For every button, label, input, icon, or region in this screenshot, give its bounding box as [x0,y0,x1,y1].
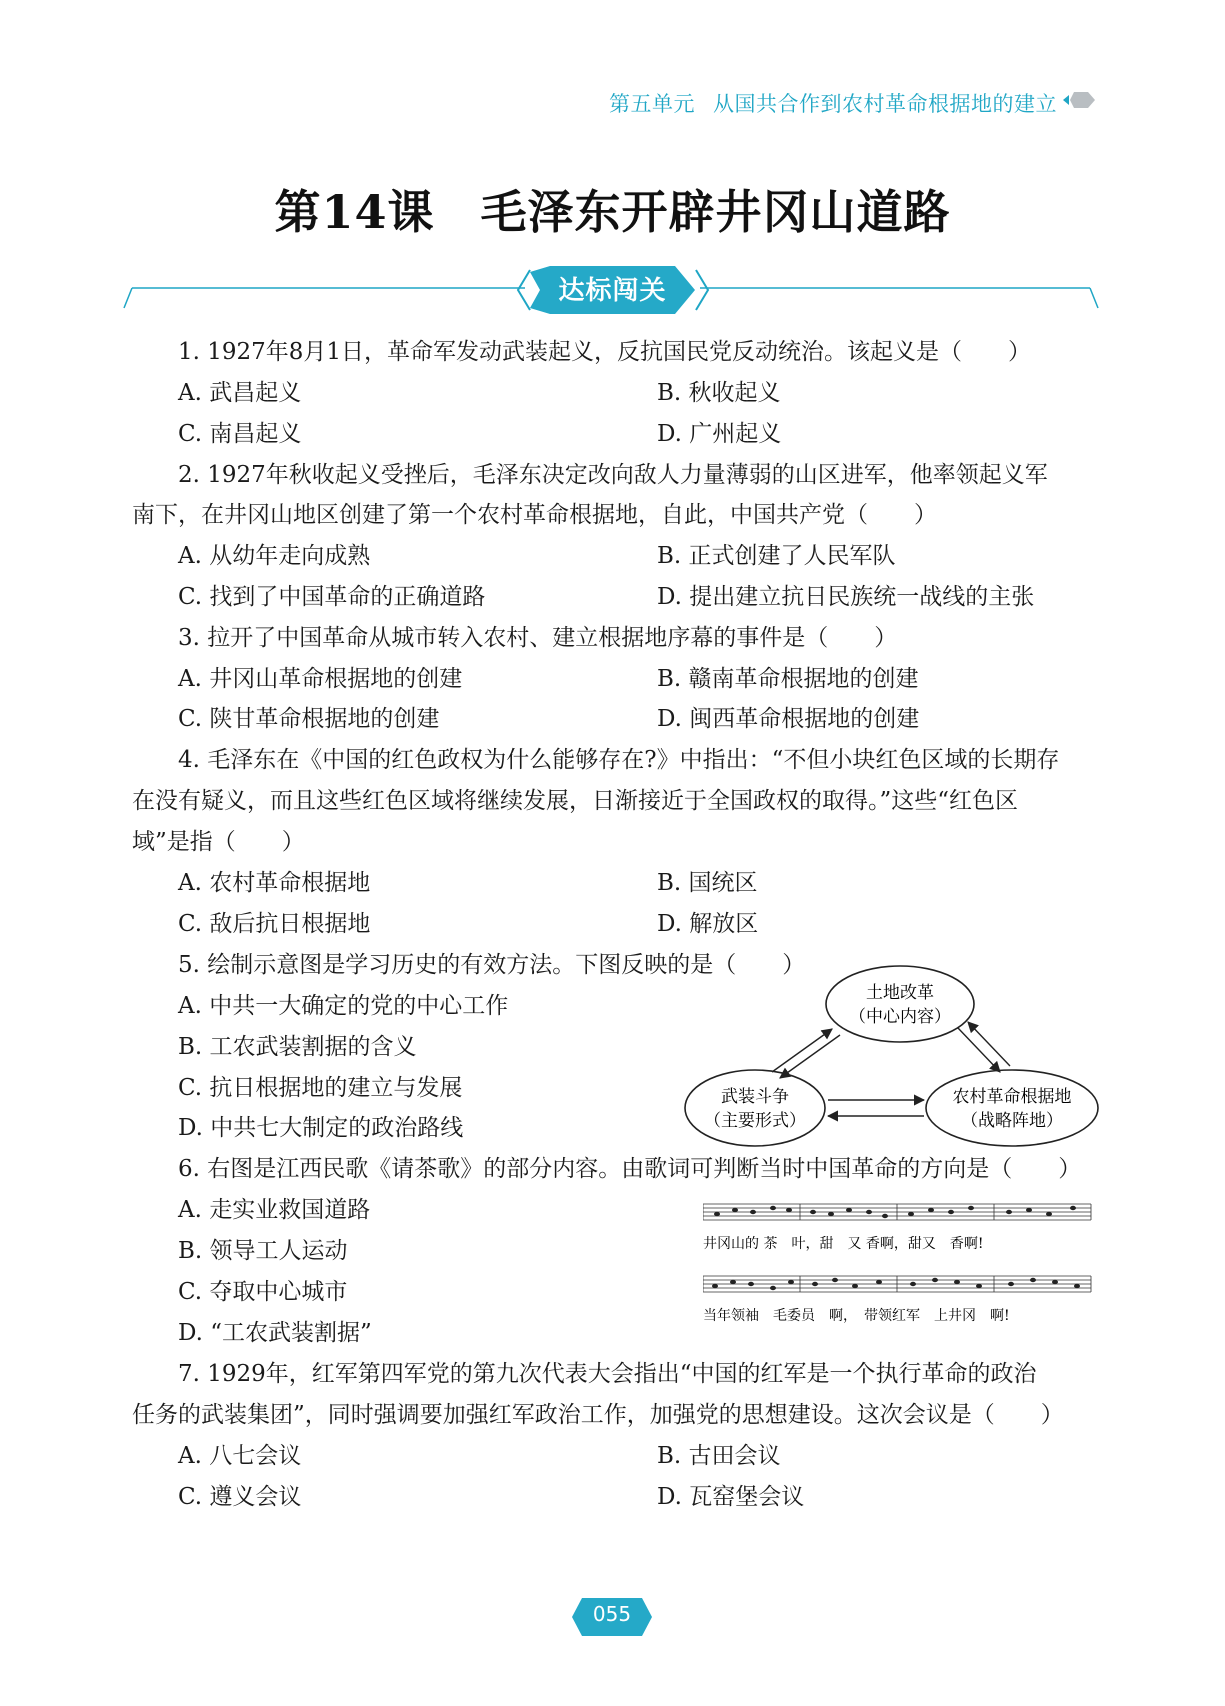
unit-label: 第五单元 [609,92,695,116]
q4-option-a: A. 农村革命根据地 [178,870,371,896]
q7-stem-line-2: 任务的武装集团”，同时强调要加强红军政治工作，加强党的思想建设。这次会议是（ ） [132,1402,1064,1428]
q7-option-d: D. 瓦窑堡会议 [657,1484,805,1510]
diagram-left-sublabel: （主要形式） [704,1111,806,1131]
q6-option-c: C. 夺取中心城市 [178,1279,348,1305]
q6-option-a: A. 走实业救国道路 [178,1197,371,1223]
q4-stem-line-3: 域”是指（ ） [132,829,305,855]
lesson-title [0,176,1225,242]
page-number: 055 [592,1602,632,1626]
q3-option-d: D. 闽西革命根据地的创建 [657,706,920,732]
q4-option-d: D. 解放区 [657,911,759,937]
q5-option-b: B. 工农武装割据的含义 [178,1034,417,1060]
q7-option-c: C. 遵义会议 [178,1484,302,1510]
diagram-top-label: 土地改革 [866,983,934,1003]
q3-stem: 3. 拉开了中国革命从城市转入农村、建立根据地序幕的事件是（ ） [178,625,898,651]
q7-option-a: A. 八七会议 [178,1443,302,1469]
q6-stem: 6. 右图是江西民歌《请茶歌》的部分内容。由歌词可判断当时中国革命的方向是（ ） [178,1156,1082,1182]
unit-header [609,88,1057,118]
q4-option-b: B. 国统区 [657,870,758,896]
q5-diagram [680,960,1100,1150]
q1-option-c: C. 南昌起义 [178,421,302,447]
q1-option-b: B. 秋收起义 [657,380,781,406]
q4-stem-line-1: 4. 毛泽东在《中国的红色政权为什么能够存在?》中指出：“不但小块红色区域的长期存 [178,747,1060,773]
q5-stem: 5. 绘制示意图是学习历史的有效方法。下图反映的是（ ） [178,952,806,978]
q4-stem-line-2: 在没有疑义，而且这些红色区域将继续发展，日渐接近于全国政权的取得。”这些“红色区 [132,788,1019,814]
diagram-left-label: 武装斗争 [721,1087,789,1107]
q6-option-b: B. 领导工人运动 [178,1238,348,1264]
q2-stem-line-1: 2. 1927年秋收起义受挫后，毛泽东决定改向敌人力量薄弱的山区进军，他率领起义军 [178,462,1048,488]
song-lyrics-line-2: 当年领袖 毛委员 啊， 带领红军 上井冈 啊! [703,1308,1010,1324]
q2-option-c: C. 找到了中国革命的正确道路 [178,584,486,610]
q2-stem-line-2: 南下，在井冈山地区创建了第一个农村革命根据地，自此，中国共产党（ ） [132,502,937,528]
q1-option-d: D. 广州起义 [657,421,782,447]
lesson-name: 毛泽东开辟井冈山道路 [480,185,951,239]
q2-option-d: D. 提出建立抗日民族统一战线的主张 [657,584,1035,610]
q1-stem: 1. 1927年8月1日，革命军发动武装起义，反抗国民党反动统治。该起义是（ ） [178,339,1032,365]
q6-song-score [703,1196,1093,1328]
q5-option-d: D. 中共七大制定的政治路线 [178,1115,464,1141]
q1-option-a: A. 武昌起义 [178,380,302,406]
diagram-top-sublabel: （中心内容） [849,1007,951,1027]
lesson-number: 第14课 [274,185,435,239]
q6-option-d: D. “工农武装割据” [178,1320,372,1346]
q2-option-a: A. 从幼年走向成熟 [178,543,371,569]
q2-option-b: B. 正式创建了人民军队 [657,543,896,569]
header-decoration-icon [1061,87,1097,113]
diagram-right-sublabel: （战略阵地） [961,1111,1063,1131]
q3-option-a: A. 井冈山革命根据地的创建 [178,666,463,692]
q5-option-c: C. 抗日根据地的建立与发展 [178,1075,463,1101]
q7-stem-line-1: 7. 1929年，红军第四军党的第九次代表大会指出“中国的红军是一个执行革命的政治 [178,1361,1037,1387]
section-banner: 达标闯关 [558,276,667,306]
song-lyrics-line-1: 井冈山的 茶 叶，甜 又 香啊，甜又 香啊! [703,1236,984,1252]
unit-title: 从国共合作到农村革命根据地的建立 [713,92,1057,116]
diagram-right-label: 农村革命根据地 [952,1087,1072,1107]
q3-option-b: B. 赣南革命根据地的创建 [657,666,919,692]
q7-option-b: B. 古田会议 [657,1443,781,1469]
q4-option-c: C. 敌后抗日根据地 [178,911,371,937]
q3-option-c: C. 陕甘革命根据地的创建 [178,706,440,732]
q5-option-a: A. 中共一大确定的党的中心工作 [178,993,509,1019]
